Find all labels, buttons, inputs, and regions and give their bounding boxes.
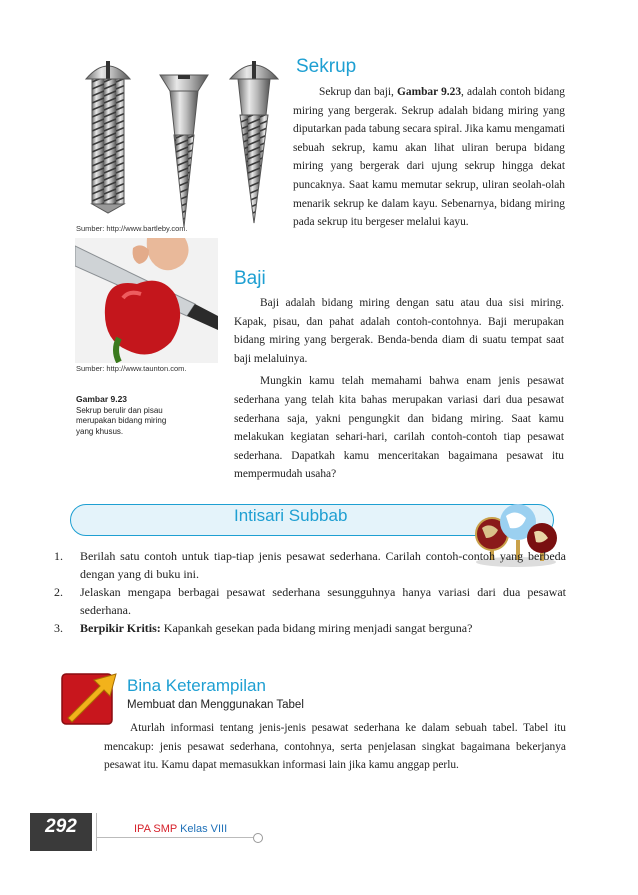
knife-pepper-photo [75,238,218,363]
footer-line [96,837,253,838]
list-item [54,583,566,619]
list-item-number: 1. [54,549,63,563]
sekrup-figure-ref: Gambar 9.23 [397,86,462,98]
skill-subtitle: Membuat dan Menggunakan Tabel [127,699,304,711]
figure-caption [76,394,184,437]
footer-smp: SMP [153,823,178,835]
footer-dot [253,833,263,843]
sekrup-paragraph [293,83,565,232]
screws-illustration [68,55,290,230]
skill-text: Aturlah informasi tentang jenis-jenis pesawat sederhana ke dalam sebuah tabel. Tabel itu mencakup: jenis pesawat sederhana, contohnya, serta penjelasan singkat bagaimana bekerjanya pesawat itu. Kamu dapat memasukkan informasi lain jika kamu anggap perlu. [104,722,566,772]
sekrup-text-a: Sekrup dan baji, [319,86,398,98]
figure-caption-text: Sekrup berulir dan pisau merupakan bidang miring yang khusus. [76,405,167,436]
footer-ipa: IPA [134,823,151,835]
footer-divider [96,813,97,851]
list-item-text: Kapankah gesekan pada bidang miring menjadi sangat berguna? [160,621,473,635]
figure-source-1: Sumber: http://www.bartleby.com. [76,224,188,233]
skill-paragraph [104,719,566,775]
sekrup-text-b: , adalah contoh bidang miring yang bergerak. Sekrup adalah bidang miring yang diputarkan pada tabung secara spiral. Jika kamu mengamati sebuah sekrup, kamu akan lihat uliran berupa bidang miring yang bergerak dari ujung sekrup hingga dekat puncaknya. Saat kamu memutar sekrup, uliran seolah-olah menarik sekrup ke dalam kayu. Sebenarnya, bidang miring pada sekrup itu bergeser melalui kayu. [293,86,566,229]
figure-source-2: Sumber: http://www.taunton.com. [76,364,187,373]
baji-paragraphs [234,294,564,484]
list-item-number: 2. [54,585,63,599]
footer-book-title [134,823,227,835]
skill-title: Bina Keterampilan [127,676,266,695]
intisari-list [54,547,566,637]
intisari-title: Intisari Subbab [234,506,348,525]
list-item-number: 3. [54,621,63,635]
page-number: 292 [45,816,77,837]
list-item-bold: Berpikir Kritis: [80,621,161,635]
list-item [54,547,566,583]
baji-paragraph-2: Mungkin kamu telah memahami bahwa enam jenis pesawat sederhana yang telah kita bahas merupakan variasi dari dua pesawat sederhana saja, yakni pengungkit dan bidang miring. Saat kamu melakukan kegiatan sehari-hari, carilah contoh-contoh tiap pesawat sederhana. Dapatkah kamu menceritakan bagaimana pesawat itu mempermudah usaha? [234,375,564,481]
figure-label: Gambar 9.23 [76,394,128,404]
footer-kelas: Kelas VIII [180,823,228,835]
section-heading-baji: Baji [234,268,266,289]
list-item-text: Berilah satu contoh untuk tiap-tiap jenis pesawat sederhana. Carilah contoh-contoh yang berbeda dengan yang di buku ini. [80,549,566,581]
baji-paragraph-1: Baji adalah bidang miring dengan satu atau dua sisi miring. Kapak, pisau, dan pahat adalah contoh-contohnya. Baji merupakan bidang miring yang bergerak. Benda-benda diam di suatu tempat saat baji melaluinya. [234,297,564,365]
list-item [54,619,566,637]
section-heading-sekrup: Sekrup [296,56,357,77]
list-item-text: Jelaskan mengapa berbagai pesawat sederhana sesungguhnya hanya variasi dari dua pesawat sederhana. [80,585,566,617]
